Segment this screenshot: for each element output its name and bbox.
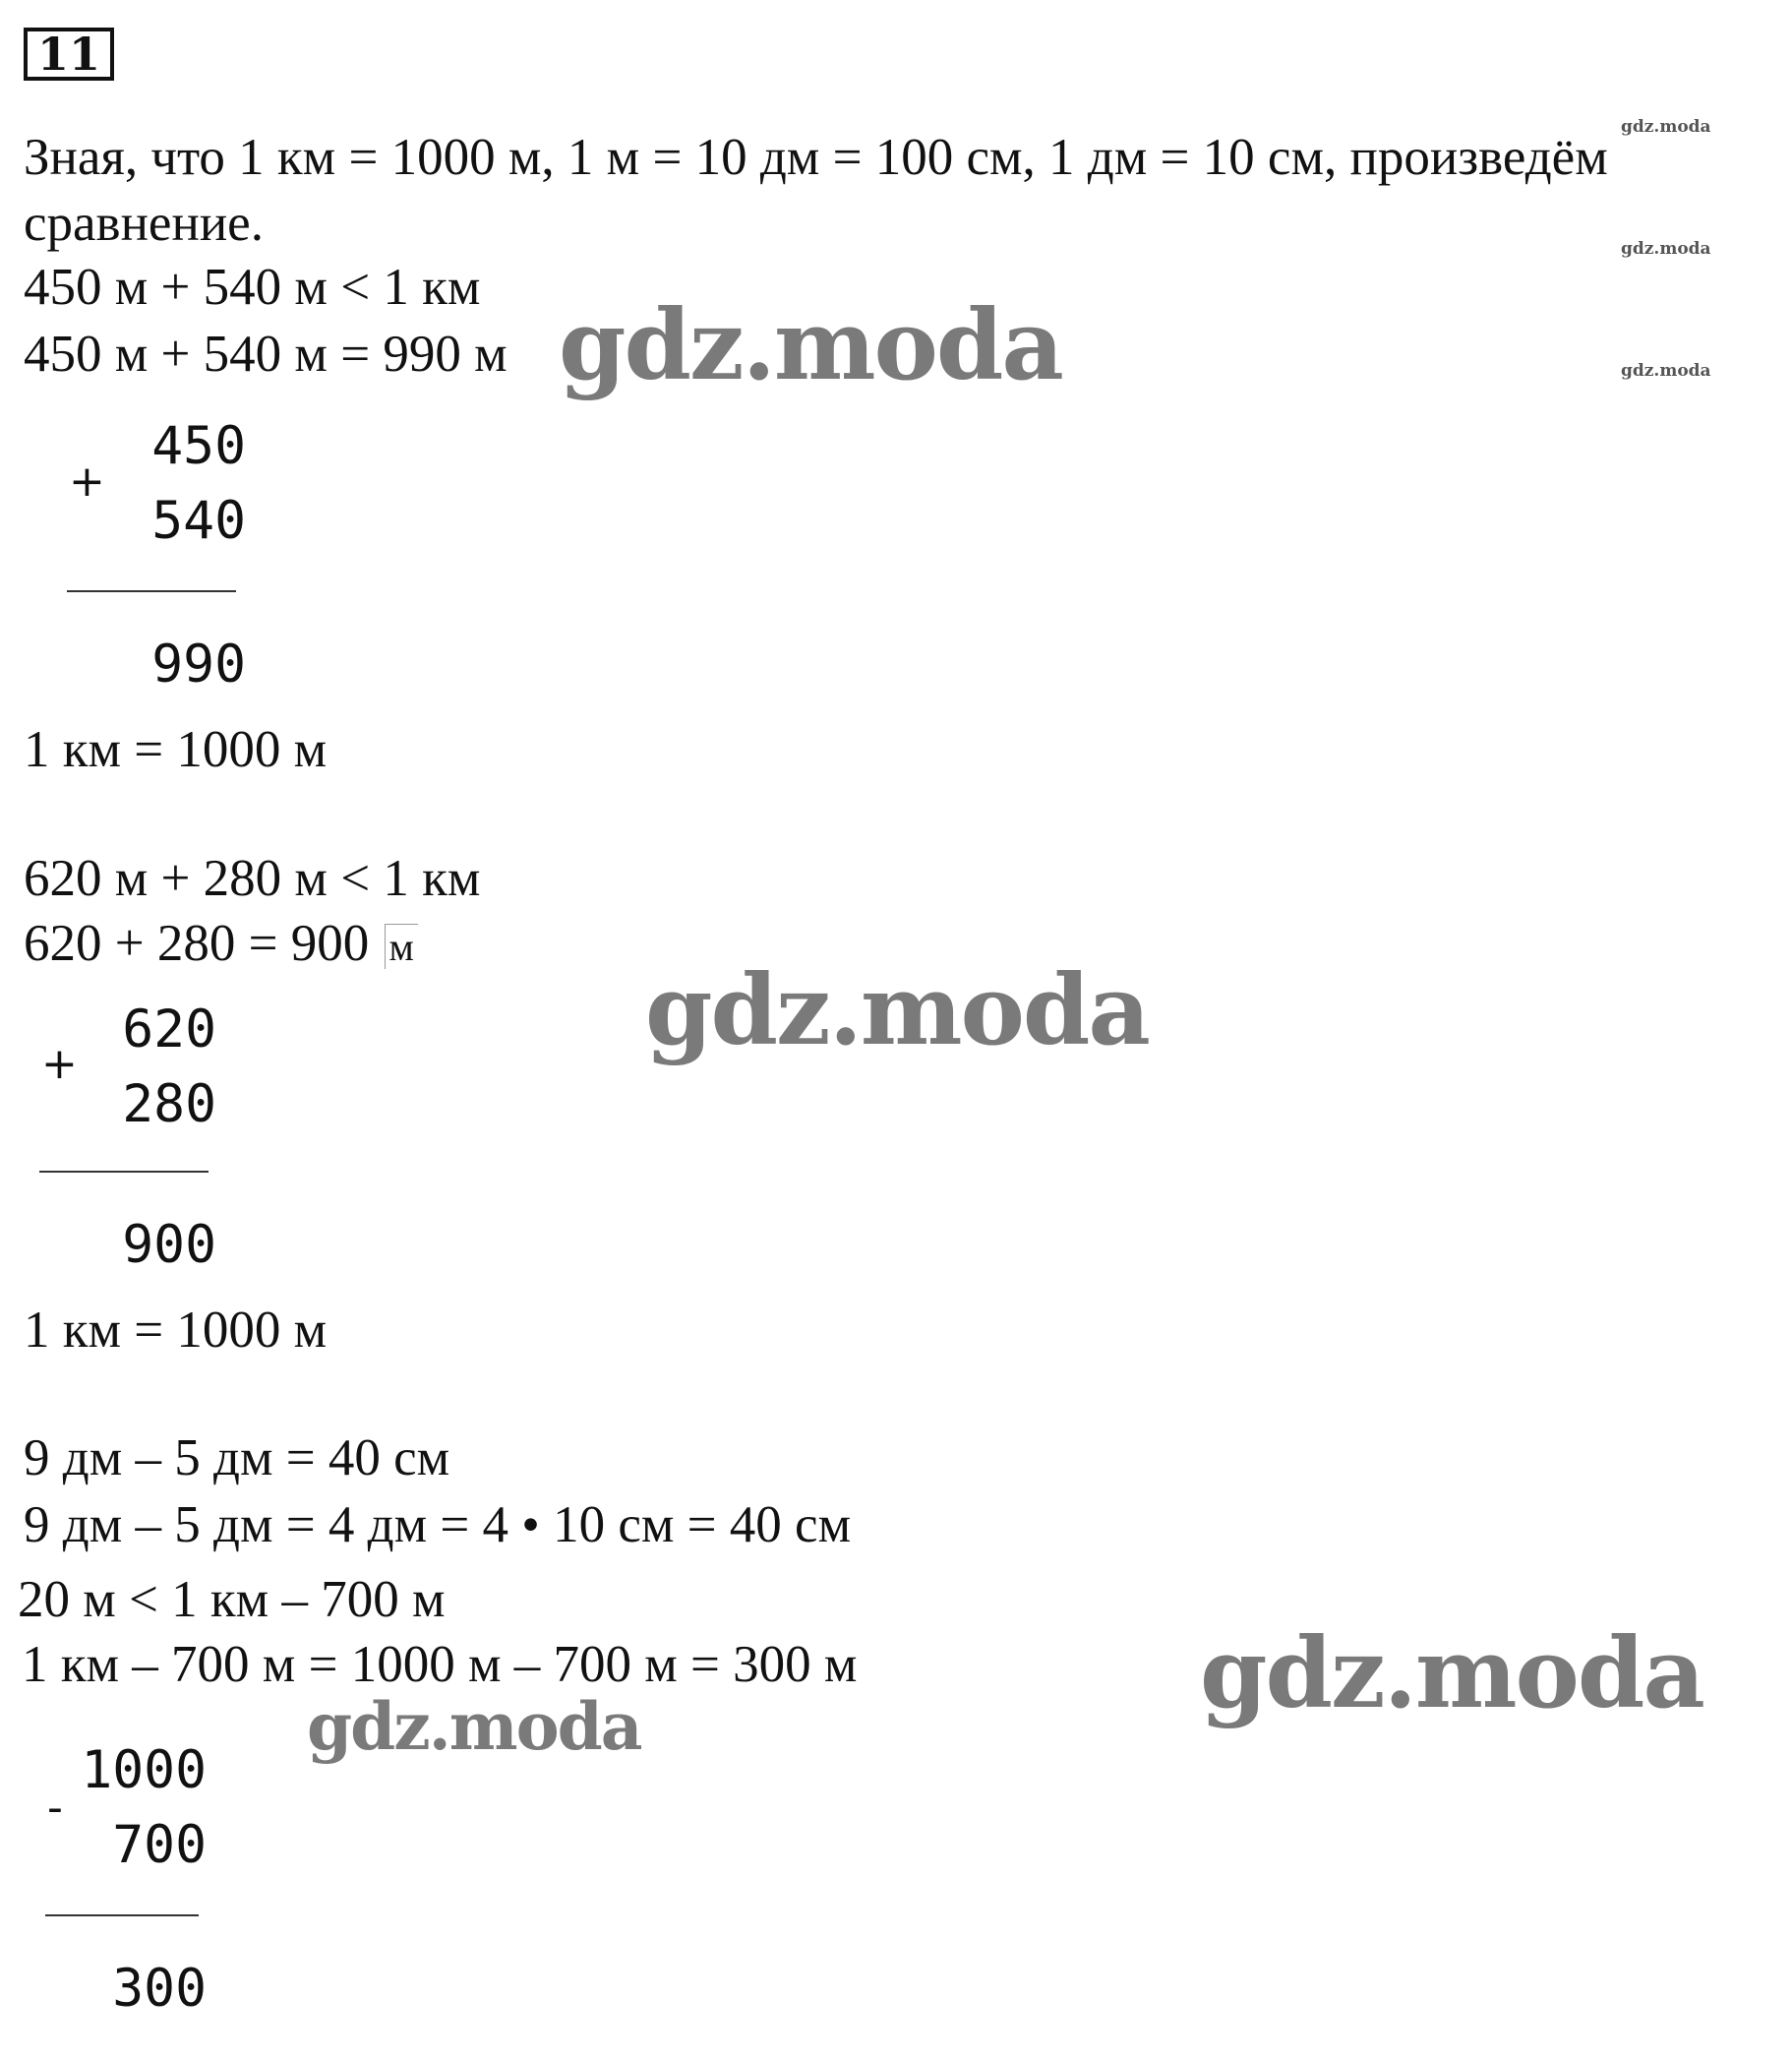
column-operand-top: 620 xyxy=(122,999,216,1060)
column-operand-bottom: 280 xyxy=(122,1074,216,1134)
column-operand-bottom: 700 xyxy=(112,1815,207,1875)
column-divider xyxy=(45,1914,199,1916)
plus-sign: + xyxy=(69,456,105,507)
task-number-box: 11 xyxy=(24,28,114,81)
column-result: 990 xyxy=(151,635,246,695)
column-result: 900 xyxy=(122,1215,216,1275)
part2-note: 1 км = 1000 м xyxy=(24,1302,328,1359)
column-divider xyxy=(39,1171,209,1173)
intro-line-1: Зная, что 1 км = 1000 м, 1 м = 10 дм = 100 см, 1 дм = 10 см, произведём xyxy=(24,129,1608,186)
watermark-small-1: gdz.moda xyxy=(1621,117,1711,137)
watermark-large-3: gdz.moda xyxy=(1200,1617,1703,1730)
part4-equation: 1 км – 700 м = 1000 м – 700 м = 300 м xyxy=(22,1636,858,1693)
column-operand-bottom: 540 xyxy=(151,491,246,551)
column-operand-top: 450 xyxy=(151,416,246,476)
part4-comparison: 20 м < 1 км – 700 м xyxy=(18,1571,446,1628)
part2-equation xyxy=(24,914,418,977)
watermark-large-1: gdz.moda xyxy=(559,289,1062,402)
part2-comparison: 620 м + 280 м < 1 км xyxy=(24,850,481,907)
part1-equation: 450 м + 540 м = 990 м xyxy=(24,326,508,383)
column-divider xyxy=(67,590,236,592)
watermark-large-2: gdz.moda xyxy=(645,954,1149,1067)
watermark-medium: gdz.moda xyxy=(307,1688,641,1765)
watermark-small-3: gdz.moda xyxy=(1621,361,1711,381)
part3-equation: 9 дм – 5 дм = 4 дм = 4 • 10 см = 40 см xyxy=(24,1496,852,1553)
part3-comparison: 9 дм – 5 дм = 40 см xyxy=(24,1429,450,1486)
column-result: 300 xyxy=(112,1959,207,2019)
intro-line-2: сравнение. xyxy=(24,195,264,252)
watermark-small-2: gdz.moda xyxy=(1621,239,1711,259)
part2-equation-text: 620 + 280 = 900 xyxy=(24,915,370,972)
part1-note: 1 км = 1000 м xyxy=(24,721,328,778)
column-operand-top: 1000 xyxy=(81,1740,207,1800)
part1-comparison: 450 м + 540 м < 1 км xyxy=(24,259,481,316)
minus-sign: - xyxy=(47,1783,63,1833)
plus-sign: + xyxy=(41,1039,78,1089)
part2-unit: м xyxy=(385,924,418,969)
